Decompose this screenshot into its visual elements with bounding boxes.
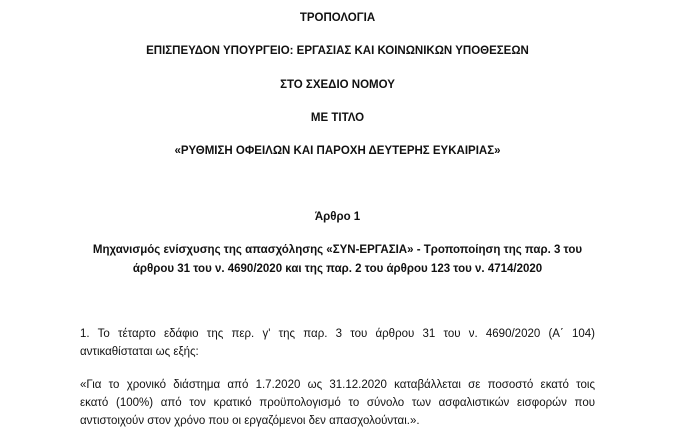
article-subtitle-line-1: Μηχανισμός ενίσχυσης της απασχόλησης «ΣΥΝ-ΕΡΓΑΣΙΑ» - Τροποποίηση της παρ. 3 του — [92, 244, 583, 256]
law-title: «ΡΥΘΜΙΣΗ ΟΦΕΙΛΩΝ ΚΑΙ ΠΑΡΟΧΗ ΔΕΥΤΕΡΗΣ ΕΥΚΑΙΡΙΑΣ» — [174, 145, 501, 157]
with-title-label: ΜΕ ΤΙΤΛΟ — [310, 112, 365, 124]
draft-law-label: ΣΤΟ ΣΧΕΔΙΟ ΝΟΜΟΥ — [280, 79, 395, 91]
quote-line-2: εκατό (100%) από τον κρατικό προϋπολογισμό το σύνολο των ασφαλιστικών εισφορών που — [80, 397, 595, 409]
quote-line-1: «Για το χρονικό διάστημα από 1.7.2020 ως 31.12.2020 καταβάλλεται σε ποσοστό εκατό τοις — [80, 379, 595, 391]
article-heading: Άρθρο 1 — [314, 211, 361, 223]
article-subtitle-line-2: άρθρου 31 του ν. 4690/2020 και της παρ. 2 του άρθρου 123 του ν. 4714/2020 — [132, 263, 543, 275]
paragraph-1-line-2: αντικαθίσταται ως εξής: — [80, 346, 199, 358]
paragraph-1-line-1: 1. Το τέταρτο εδάφιο της περ. γ' της παρ. 3 του άρθρου 31 του ν. 4690/2020 (Α΄ 104) — [80, 328, 595, 340]
document-title: ΤΡΟΠΟΛΟΓΙΑ — [299, 12, 376, 24]
sponsoring-ministry: ΕΠΙΣΠΕΥΔΟΝ ΥΠΟΥΡΓΕΙΟ: ΕΡΓΑΣΙΑΣ ΚΑΙ ΚΟΙΝΩΝΙΚΩΝ ΥΠΟΘΕΣΕΩΝ — [146, 45, 529, 57]
quote-line-3: αντιστοιχούν στον χρόνο που οι εργαζόμενοι δεν απασχολούνται.». — [80, 415, 420, 427]
